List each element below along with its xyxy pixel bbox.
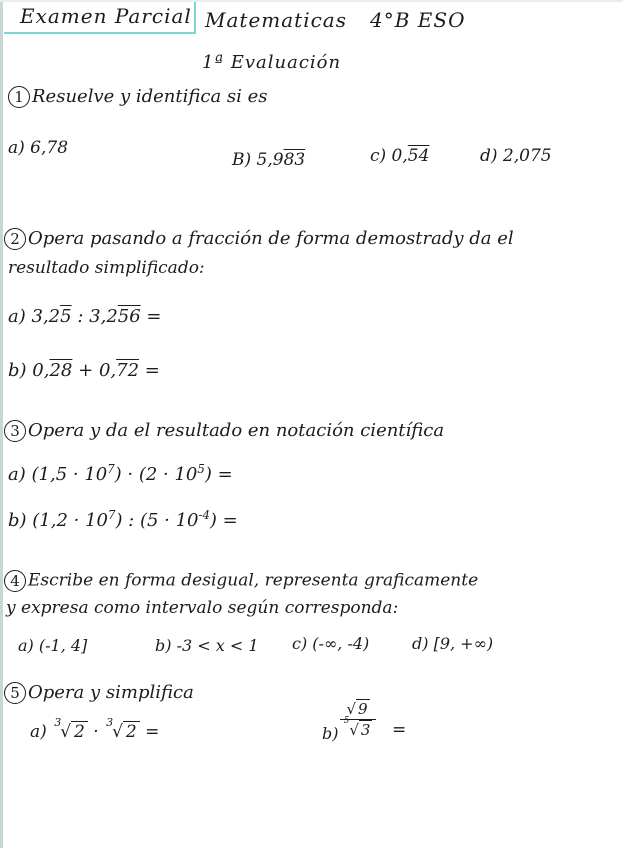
question-3-b-expr: (1,2 · 10: [32, 510, 108, 531]
question-2-a-label: a): [8, 306, 26, 327]
question-4-d: d) [9, +∞): [412, 634, 494, 653]
question-5-a: [30, 716, 160, 742]
question-4-b: b) -3 < x < 1: [155, 636, 259, 655]
subject-title: Matematicas: [205, 8, 347, 32]
question-5-number: 5: [4, 682, 26, 704]
question-5-b-fraction: [340, 700, 376, 739]
question-5-b-denominator-value: 3: [360, 721, 371, 739]
question-2-b-expr1: 0,: [32, 360, 50, 381]
question-5-a-radicand2: 2: [123, 721, 140, 742]
question-3-a-end: ) =: [204, 464, 233, 485]
question-2-b: [8, 360, 160, 381]
evaluation-label: 1ª Evaluación: [202, 52, 342, 73]
question-5-a-label: a): [30, 722, 47, 742]
question-3-number: 3: [4, 420, 26, 442]
question-5-b-numerator-value: 9: [358, 700, 368, 718]
question-3-b-exponent1: 7: [108, 508, 116, 522]
question-2-b-equals: =: [144, 360, 160, 381]
question-5-b-denominator-index: 5: [343, 716, 350, 726]
question-5-a-operator: ·: [93, 722, 99, 742]
question-2-b-label: b): [8, 360, 27, 381]
question-2-a-period2: 56: [117, 306, 141, 327]
question-2-a-period1: 5: [60, 306, 72, 327]
question-2-b-period1: 28: [49, 360, 73, 381]
question-1-d: d) 2,075: [480, 146, 552, 166]
question-1-header: [8, 86, 268, 108]
question-2-a: [8, 306, 162, 327]
question-5-b-denominator: $^5$√ 3: [343, 716, 371, 739]
question-2-a-equals: =: [146, 306, 162, 327]
question-1-b-period: 83: [283, 150, 306, 170]
question-3-a: [8, 462, 233, 485]
question-2-b-expr2: 0,: [98, 360, 117, 381]
question-1-number: 1: [8, 86, 30, 108]
question-3-a-label: a): [8, 464, 26, 485]
question-3-a-mid: ) · (2 · 10: [114, 464, 198, 485]
question-5-b-equals: =: [392, 720, 407, 740]
question-2-prompt-line2: resultado simplificado:: [8, 258, 205, 278]
question-2-a-expr2: 3,2: [89, 306, 118, 327]
question-2-a-operator: :: [77, 306, 84, 327]
question-5-b-label: b): [322, 724, 339, 743]
question-3-b-end: ) =: [209, 510, 238, 531]
question-2-prompt-line1: Opera pasando a fracción de forma demostrady da el: [28, 228, 514, 249]
scan-edge-left: [0, 0, 3, 848]
question-2-b-operator: +: [78, 360, 94, 381]
question-3-b-mid: ) : (5 · 10: [115, 510, 199, 531]
question-3-header: [4, 420, 444, 442]
question-2-header: [4, 228, 514, 250]
question-1-c-text: c) 0,: [370, 146, 408, 166]
question-5-header: [4, 682, 194, 704]
question-5-a-index1: 3: [54, 716, 62, 729]
group-label: 4°B ESO: [370, 8, 466, 32]
question-1-b: [232, 150, 305, 170]
question-4-a: a) (-1, 4]: [18, 636, 88, 655]
question-4-number: 4: [4, 570, 26, 592]
exam-label: Examen Parcial: [20, 4, 192, 28]
question-3-a-exponent2: 5: [197, 462, 205, 476]
question-1-b-text: B) 5,9: [232, 150, 284, 170]
question-5-a-equals: =: [145, 722, 160, 742]
question-5-a-index2: 3: [106, 716, 114, 729]
question-5-b-numerator: √ 9: [346, 700, 368, 718]
question-4-c: c) (-∞, -4): [292, 634, 370, 653]
question-4-header: [4, 570, 478, 592]
question-5-prompt: Opera y simplifica: [28, 682, 194, 703]
question-1-a: a) 6,78: [8, 138, 69, 158]
question-3-a-exponent1: 7: [107, 462, 115, 476]
question-5-a-radicand1: 2: [71, 721, 88, 742]
question-4-prompt-line2: y expresa como intervalo según corresponda:: [6, 598, 399, 618]
question-5-a-root1: 3 √ 2: [60, 722, 88, 742]
question-1-prompt: Resuelve y identifica si es: [32, 86, 268, 107]
question-1-c: [370, 146, 429, 166]
question-3-prompt: Opera y da el resultado en notación científica: [28, 420, 445, 441]
question-2-a-expr1: 3,2: [31, 306, 61, 327]
question-3-b: [8, 508, 238, 531]
question-3-a-expr: (1,5 · 10: [31, 464, 108, 485]
question-3-b-exponent2: -4: [198, 508, 210, 522]
question-3-b-label: b): [8, 510, 27, 531]
question-4-prompt-line1: Escribe en forma desigual, representa graficamente: [28, 570, 479, 591]
question-2-number: 2: [4, 228, 26, 250]
question-1-c-period: 54: [407, 146, 430, 166]
question-5-a-root2: 3 √ 2: [112, 722, 140, 742]
question-2-b-period2: 72: [116, 360, 140, 381]
